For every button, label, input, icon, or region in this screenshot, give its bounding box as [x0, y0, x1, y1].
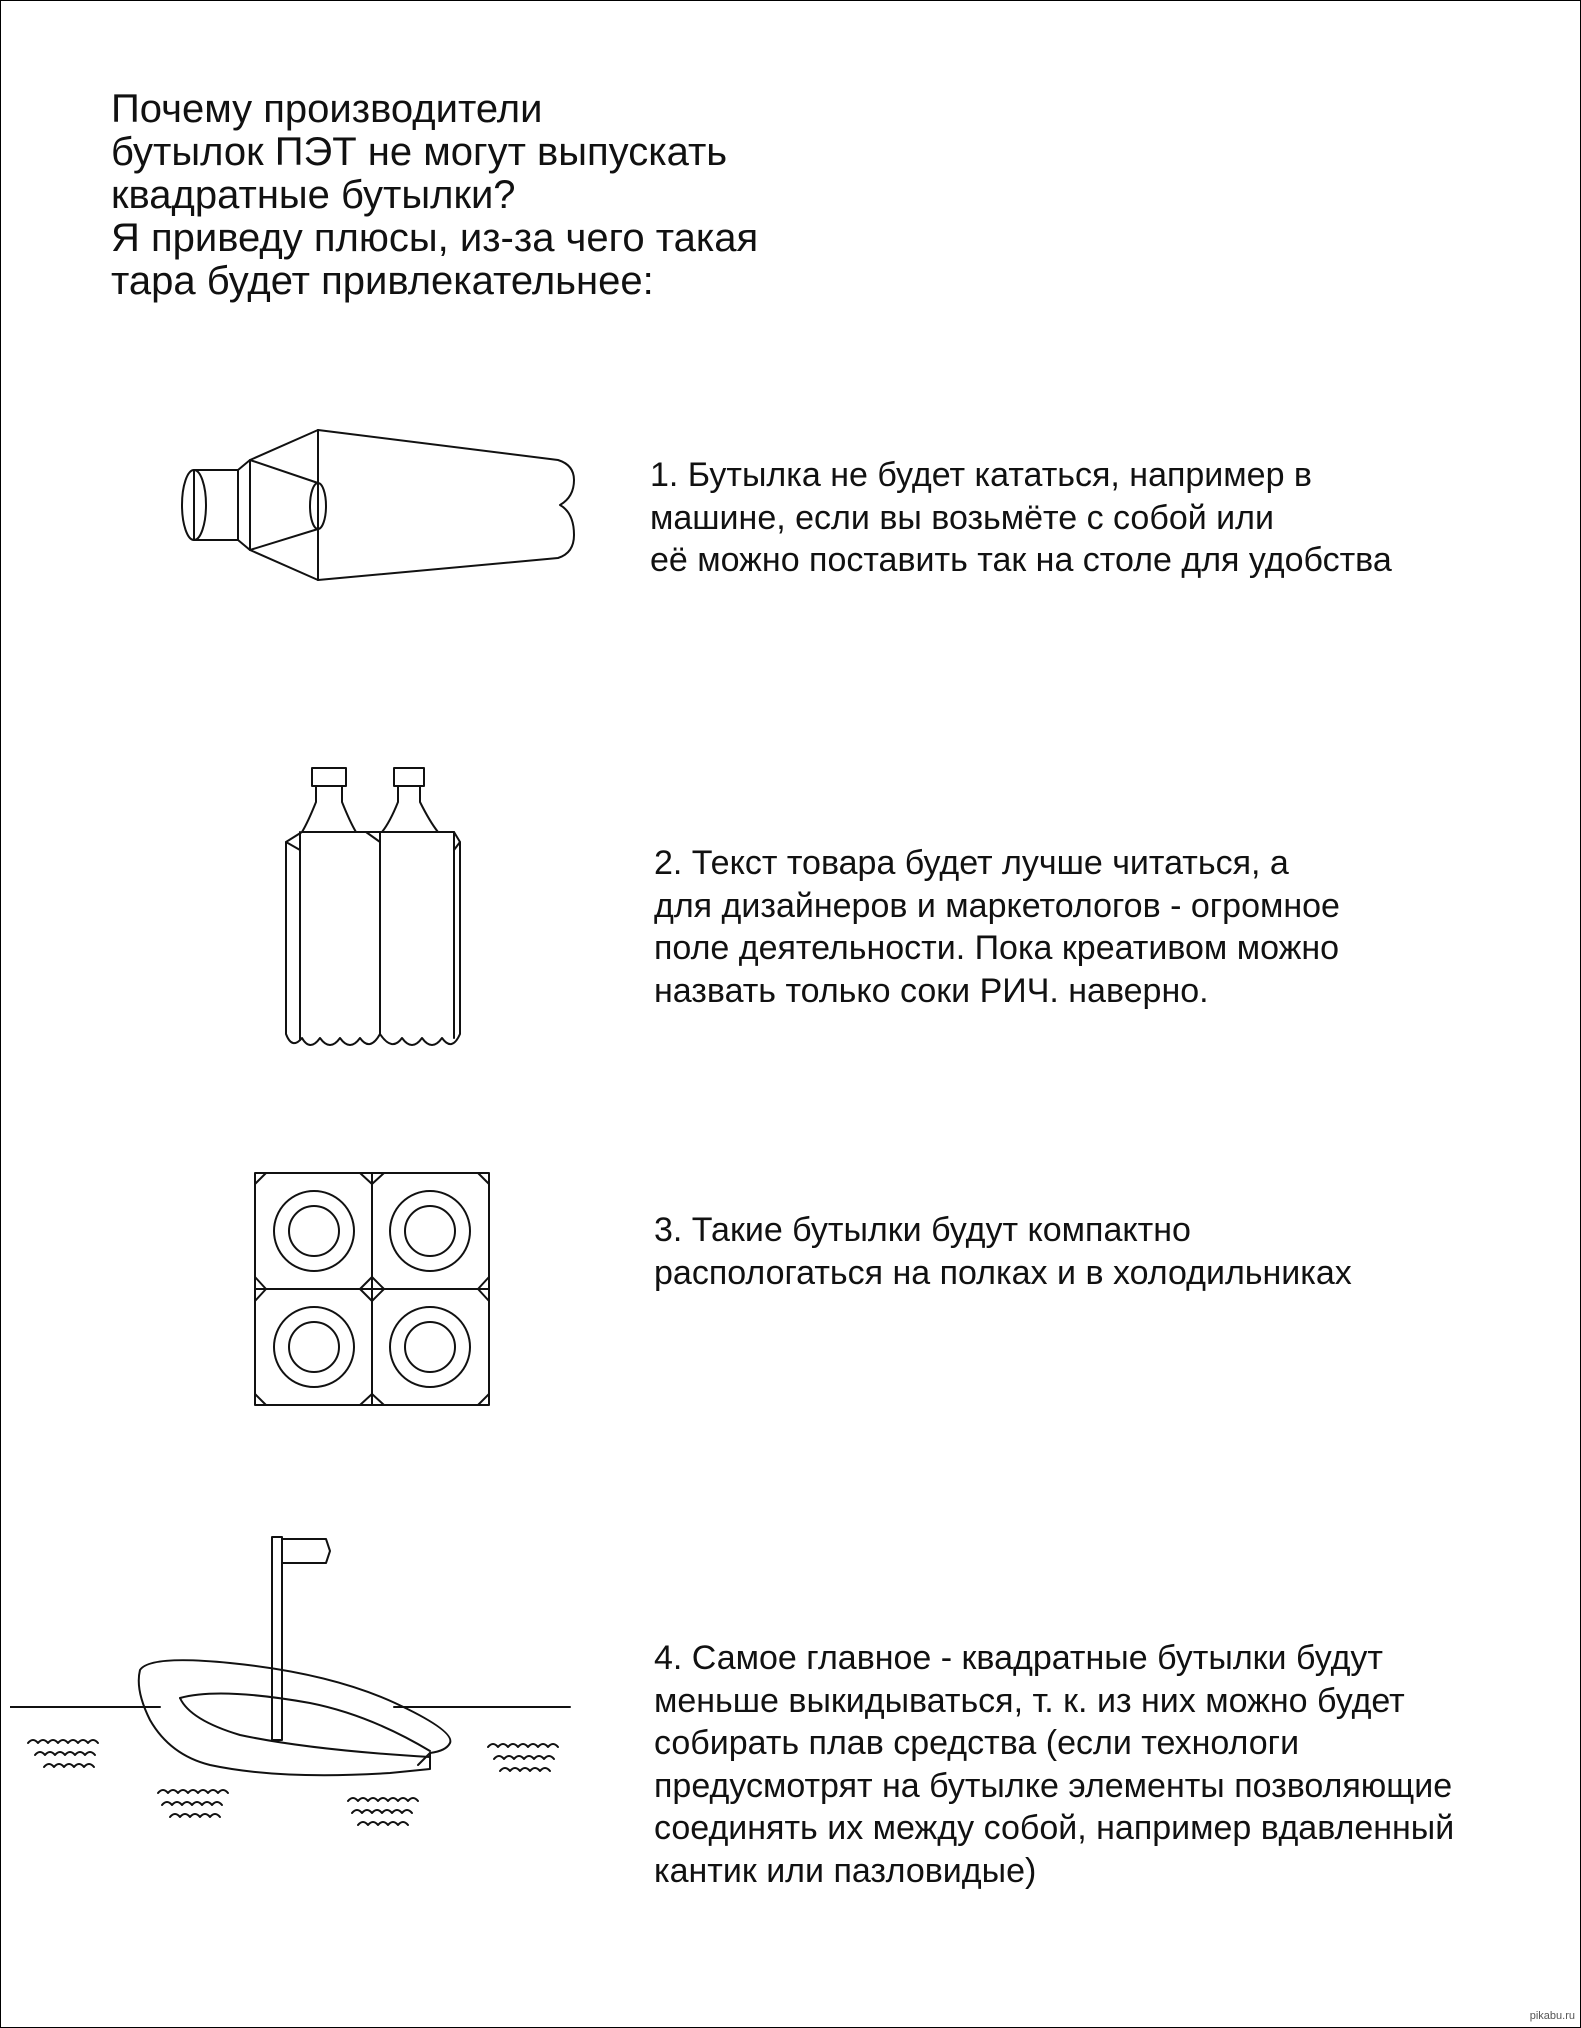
- intro-line: бутылок ПЭТ не могут выпускать: [111, 130, 728, 174]
- item-line: её можно поставить так на столе для удобства: [650, 541, 1392, 579]
- item-2-text: [654, 842, 1340, 1012]
- item-line: 3. Такие бутылки будут компактно: [654, 1211, 1191, 1249]
- item-line: предусмотрят на бутылке элементы позволяющие: [654, 1766, 1453, 1805]
- item-line: распологаться на полках и в холодильниках: [654, 1253, 1352, 1292]
- item-line: назвать только соки РИЧ. наверно.: [654, 971, 1209, 1010]
- item-line: меньше выкидываться, т. к. из них можно будет: [654, 1681, 1405, 1720]
- item-line: 2. Текст товара будет лучше читаться, а: [654, 844, 1289, 882]
- item-3-text: [654, 1209, 1352, 1294]
- item-line: 4. Самое главное - квадратные бутылки будут: [654, 1639, 1383, 1677]
- item-4-text: [654, 1637, 1454, 1892]
- item-line: поле деятельности. Пока креативом можно: [654, 929, 1340, 967]
- boat-with-flag-icon: [10, 1525, 580, 1840]
- intro-line: тара будет привлекательнее:: [111, 259, 654, 303]
- item-line: для дизайнеров и маркетологов - огромное: [654, 886, 1340, 925]
- two-bottles-icon: [270, 762, 470, 1062]
- item-line: собирать плав средства (если технологи: [654, 1724, 1300, 1762]
- item-line: соединять их между собой, например вдавленный: [654, 1809, 1455, 1847]
- item-1-text: [650, 454, 1392, 582]
- intro-line: Я приведу плюсы, из-за чего такая: [111, 216, 759, 260]
- intro-line: квадратные бутылки?: [111, 173, 516, 217]
- watermark: pikabu.ru: [1529, 2010, 1575, 2022]
- intro-heading: [111, 88, 1011, 303]
- intro-line: Почему производители: [111, 87, 543, 131]
- item-line: машине, если вы возьмёте с собой или: [650, 498, 1274, 537]
- bottle-lying-icon: [168, 425, 588, 595]
- bottles-grid-top-view-icon: [254, 1172, 492, 1408]
- item-line: кантик или пазловидые): [654, 1851, 1037, 1890]
- item-line: 1. Бутылка не будет кататься, например в: [650, 456, 1312, 494]
